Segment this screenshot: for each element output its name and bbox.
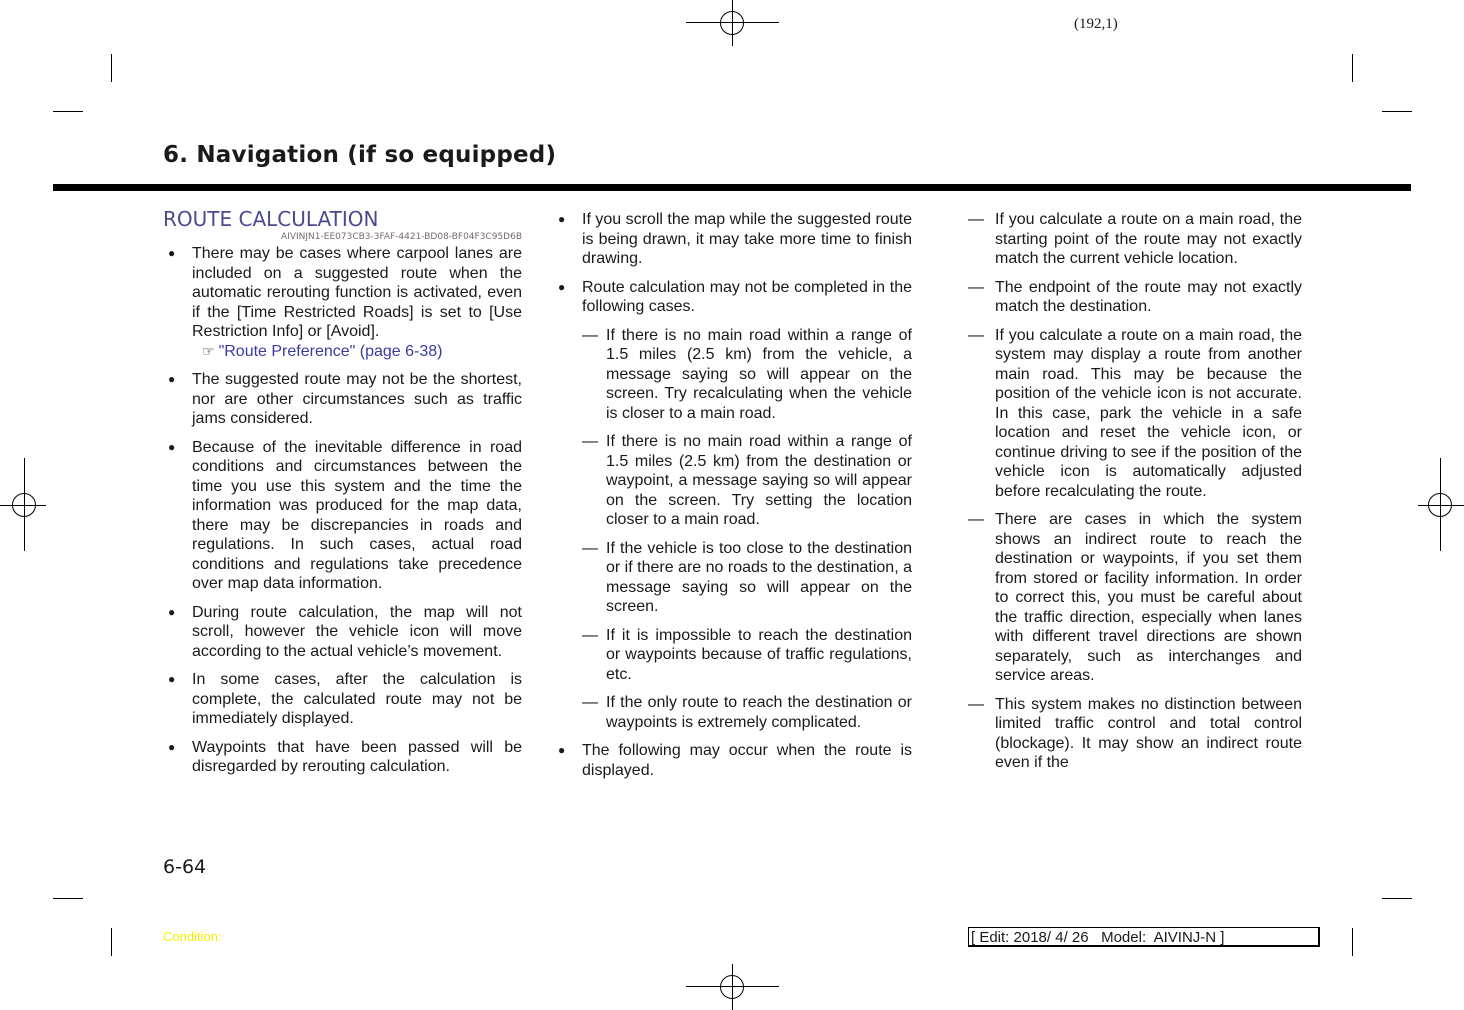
- column-1: [163, 207, 522, 786]
- bullet-icon: ●: [558, 212, 566, 226]
- list-item: [168, 738, 522, 777]
- sub-item: [968, 210, 1302, 269]
- dash-icon: —: [968, 278, 984, 296]
- item-text: If the only route to reach the destination or waypoints is extremely complicated.: [606, 694, 912, 731]
- dash-icon: —: [582, 326, 598, 344]
- page-number: 6-64: [163, 856, 207, 878]
- bullet-icon: ●: [168, 604, 176, 619]
- pointing-hand-icon: ☞: [202, 342, 215, 359]
- crop-mark: [1382, 111, 1412, 112]
- section-heading: [163, 208, 522, 244]
- item-text: The following may occur when the route is displayed.: [582, 742, 912, 779]
- column-3: [968, 210, 1302, 782]
- section-title: ROUTE CALCULATION: [163, 207, 379, 231]
- chapter-title: 6. Navigation (if so equipped): [163, 142, 557, 168]
- list-item: [558, 278, 912, 317]
- item-text: If you calculate a route on a main road, the system may display a route from another main road. This may be because the position of the vehicle icon is not accurate. In this case, park the vehicle in a safe location and reset the vehicle icon, or continue driving to see if the position of the vehicle icon is automatically adjusted before recalculating the route.: [995, 326, 1302, 500]
- item-text: The suggested route may not be the shortest, nor are other circumstances such as traffic jams considered.: [192, 371, 522, 427]
- dash-icon: —: [968, 511, 984, 528]
- page-id: (192,1): [1074, 16, 1118, 32]
- crop-mark: [1382, 898, 1412, 899]
- item-text: Because of the inevitable difference in road conditions and circumstances between the time you use this system and the time the information was produced for the map data, there may be discrepancies in roads and regulations. In such cases, actual road conditions and regulations take precedence over map data information.: [192, 438, 522, 592]
- sub-item: [968, 510, 1302, 686]
- sub-item: [968, 278, 1302, 317]
- crop-mark: [1352, 54, 1353, 82]
- item-text: If there is no main road within a range of 1.5 miles (2.5 km) from the destination or waypoint, a message saying so will appear on the screen. Try setting the location closer to a main road.: [606, 433, 912, 528]
- bullet-icon: ●: [168, 246, 176, 260]
- item-text: There are cases in which the system shows an indirect route to reach the destination or waypoints, if you set them from stored or facility information. In order to correct this, you must be careful about the traffic direction, especially when lanes with different travel directions are shown separately, such as interchanges and service areas.: [995, 511, 1302, 684]
- item-text: If you calculate a route on a main road, the starting point of the route may not exactly match the current vehicle location.: [995, 211, 1302, 267]
- item-text: During route calculation, the map will not scroll, however the vehicle icon will move according to the actual vehicle’s movement.: [192, 603, 522, 660]
- reference-link[interactable]: "Route Preference" (page 6-38): [218, 342, 443, 360]
- registration-mark: [720, 11, 744, 35]
- sub-item: [582, 432, 912, 530]
- list-item: [168, 370, 522, 429]
- dash-icon: —: [582, 626, 598, 644]
- dash-icon: —: [968, 695, 984, 713]
- bullet-icon: ●: [168, 372, 176, 386]
- crop-mark: [53, 898, 83, 899]
- item-text: This system makes no distinction between limited traffic control and total control (blockage). It may show an indirect route even if the: [995, 695, 1302, 771]
- registration-mark: [1428, 493, 1452, 517]
- crop-mark: [1352, 928, 1353, 956]
- bullet-icon: ●: [168, 739, 176, 754]
- bullet-icon: ●: [168, 672, 176, 686]
- item-text: If it is impossible to reach the destination or waypoints because of traffic regulations, etc.: [606, 626, 912, 683]
- list-item: [168, 670, 522, 729]
- condition-label: Condition:: [163, 929, 222, 944]
- sub-item: [968, 695, 1302, 773]
- sub-item: [582, 693, 912, 732]
- cross-reference[interactable]: [192, 342, 522, 362]
- section-id-code: AIVINJN1-EE073CB3-3FAF-4421-BD08-BF04F3C95D6B: [281, 232, 522, 242]
- list-item: [168, 438, 522, 594]
- registration-mark: [12, 493, 36, 517]
- edit-info-box: [ Edit: 2018/ 4/ 26 Model: AIVINJ-N ]: [968, 927, 1320, 947]
- column-2: [558, 210, 912, 789]
- list-item: [168, 603, 522, 662]
- registration-mark: [720, 975, 744, 999]
- bullet-icon: ●: [558, 743, 566, 757]
- item-text: If the vehicle is too close to the destination or if there are no roads to the destination, a message saying so will appear on the screen.: [606, 539, 912, 615]
- item-text: There may be cases where carpool lanes are included on a suggested route when the automatic rerouting function is activated, even if the [Time Restricted Roads] is set to [Use Restriction Info] or [Avoid].: [192, 245, 522, 340]
- list-item: [558, 741, 912, 780]
- header-rule: [53, 184, 1411, 191]
- item-text: Waypoints that have been passed will be disregarded by rerouting calculation.: [192, 738, 522, 775]
- item-text: Route calculation may not be completed in the following cases.: [582, 278, 912, 315]
- list-item: [558, 210, 912, 269]
- dash-icon: —: [582, 694, 598, 711]
- dash-icon: —: [582, 539, 598, 557]
- crop-mark: [53, 111, 83, 112]
- bullet-icon: ●: [558, 279, 566, 294]
- list-item: [168, 244, 522, 361]
- item-text: If you scroll the map while the suggested route is being drawn, it may take more time to finish drawing.: [582, 211, 912, 267]
- item-text: In some cases, after the calculation is complete, the calculated route may not be immediately displayed.: [192, 671, 522, 727]
- bullet-icon: ●: [168, 439, 176, 454]
- dash-icon: —: [968, 326, 984, 344]
- item-text: The endpoint of the route may not exactly match the destination.: [995, 278, 1302, 315]
- item-text: If there is no main road within a range of 1.5 miles (2.5 km) from the vehicle, a message saying so will appear on the screen. Try recalculating when the vehicle is closer to a main road.: [606, 326, 912, 422]
- crop-mark: [111, 928, 112, 956]
- sub-item: [968, 326, 1302, 502]
- crop-mark: [111, 54, 112, 82]
- sub-item: [582, 626, 912, 685]
- sub-item: [582, 326, 912, 424]
- dash-icon: —: [582, 433, 598, 450]
- dash-icon: —: [968, 211, 984, 228]
- sub-item: [582, 539, 912, 617]
